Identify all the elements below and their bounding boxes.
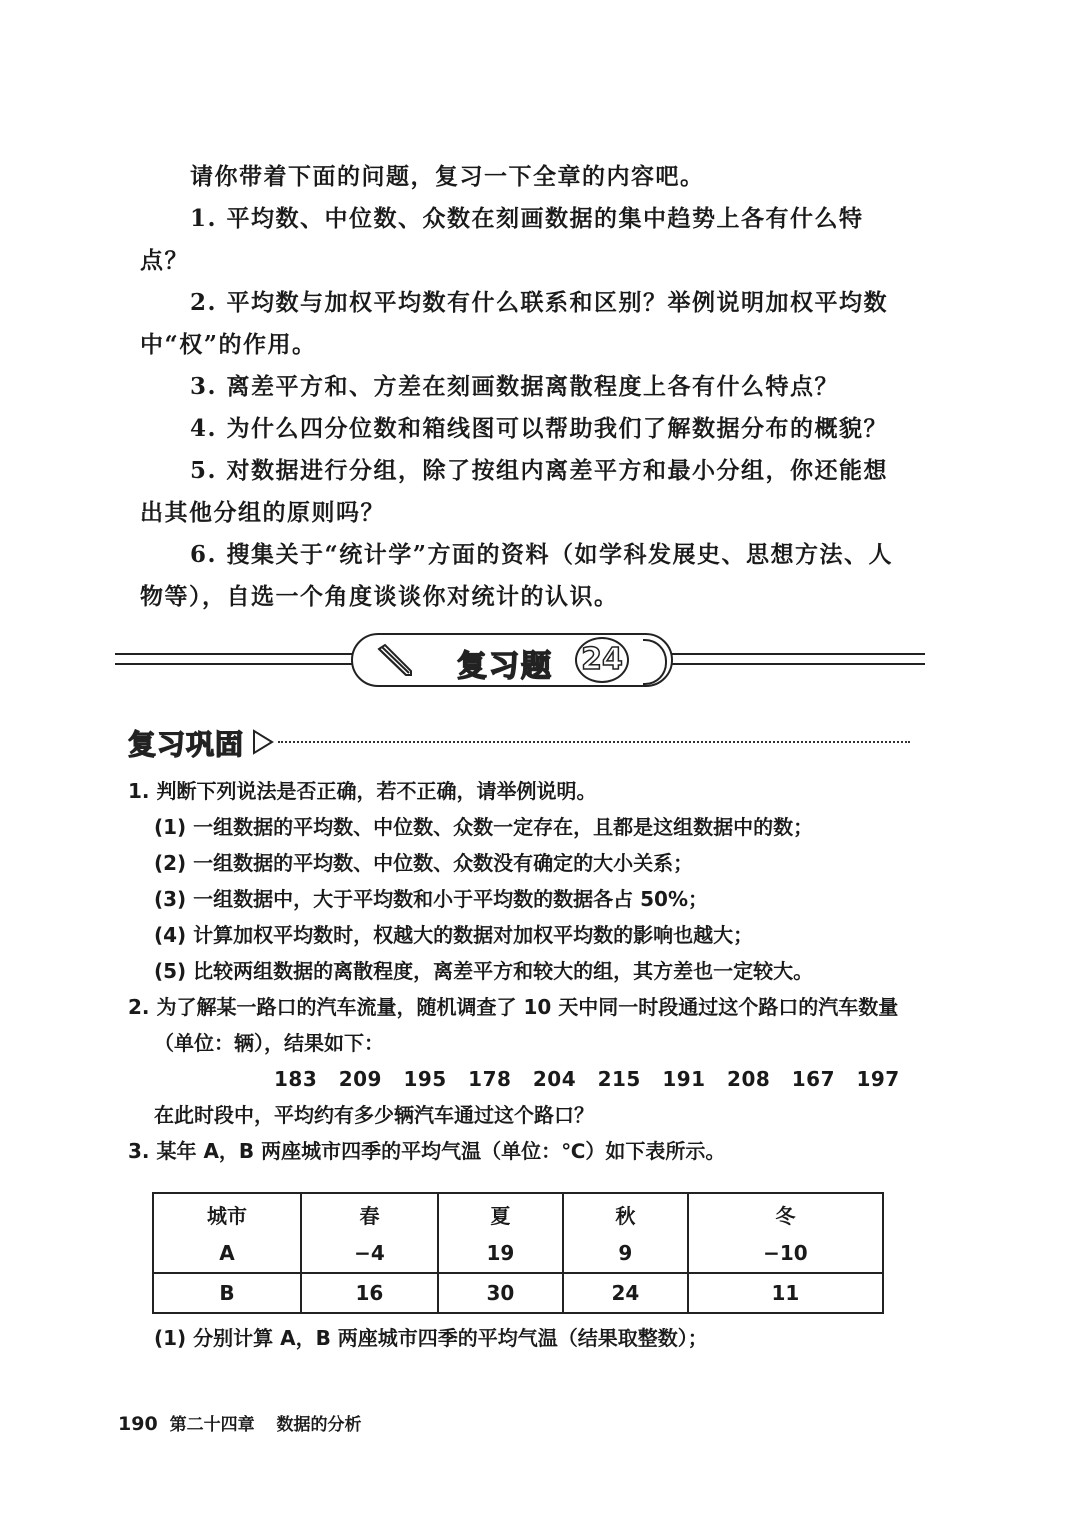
review-question-3: 3. 离差平方和、方差在刻画数据离散程度上各有什么特点？ xyxy=(190,373,840,400)
review-question-1: 1. 平均数、中位数、众数在刻画数据的集中趋势上各有什么特点？ xyxy=(140,205,864,274)
traffic-value: 191 xyxy=(662,1067,706,1091)
pencil-icon xyxy=(371,643,415,681)
section-heading xyxy=(128,723,913,763)
page-footer xyxy=(118,1410,362,1435)
review-question-5: 5. 对数据进行分组，除了按组内离差平方和最小分组，你还能想出其他分组的原则吗？ xyxy=(140,457,889,526)
table-cell: B xyxy=(153,1273,301,1313)
exercise-2-question: 在此时段中，平均约有多少辆汽车通过这个路口？ xyxy=(154,1103,594,1127)
banner-rule-right xyxy=(667,653,925,665)
traffic-value: 204 xyxy=(532,1067,577,1091)
exercise-3-parts xyxy=(128,1320,918,1356)
chapter-title: 数据的分析 xyxy=(276,1415,362,1435)
traffic-value: 197 xyxy=(856,1067,900,1091)
traffic-value: 209 xyxy=(338,1067,382,1091)
table-header-cell: 夏 xyxy=(438,1193,563,1234)
table-row xyxy=(153,1273,883,1313)
banner-rule-left xyxy=(115,653,355,665)
exercise-1-part-4: (4) 计算加权平均数时，权越大的数据对加权平均数的影响也越大； xyxy=(154,923,754,947)
table-header-cell: 秋 xyxy=(563,1193,688,1234)
table-header-row xyxy=(153,1193,883,1234)
banner-pill-cap xyxy=(643,639,667,685)
triangle-arrow-icon xyxy=(252,729,274,759)
traffic-value: 178 xyxy=(468,1067,512,1091)
chapter-review-questions xyxy=(140,156,910,618)
traffic-data-row xyxy=(128,1061,918,1097)
table-cell: −10 xyxy=(688,1234,883,1273)
table-cell: A xyxy=(153,1234,301,1273)
traffic-value: 195 xyxy=(403,1067,447,1091)
exercise-3-part-1: (1) 分别计算 A，B 两座城市四季的平均气温（结果取整数）； xyxy=(154,1326,708,1350)
temperature-table xyxy=(152,1192,884,1314)
exercise-2: 2. 为了解某一路口的汽车流量，随机调查了 10 天中同一时段通过这个路口的汽车数量（单位：辆），结果如下： xyxy=(128,995,899,1055)
chapter-number: 第二十四章 xyxy=(169,1415,255,1435)
exercise-3: 3. 某年 A，B 两座城市四季的平均气温（单位：℃）如下表所示。 xyxy=(128,1139,726,1163)
table-header-cell: 冬 xyxy=(688,1193,883,1234)
review-question-2: 2. 平均数与加权平均数有什么联系和区别？举例说明加权平均数中“权”的作用。 xyxy=(140,289,889,358)
table-cell: 30 xyxy=(438,1273,563,1313)
table-cell: 16 xyxy=(301,1273,438,1313)
exercise-1-part-3: (3) 一组数据中，大于平均数和小于平均数的数据各占 50%； xyxy=(154,887,708,911)
section-dotted-rule xyxy=(278,741,910,743)
exercise-list xyxy=(128,773,918,1169)
table-cell: 9 xyxy=(563,1234,688,1273)
traffic-value: 167 xyxy=(791,1067,835,1091)
review-question-6: 6. 搜集关于“统计学”方面的资料（如学科发展史、思想方法、人物等），自选一个角度谈谈你对统计的认识。 xyxy=(140,541,893,610)
table-header-cell: 春 xyxy=(301,1193,438,1234)
traffic-value: 183 xyxy=(274,1067,318,1091)
page-number: 190 xyxy=(118,1413,158,1435)
table-cell: −4 xyxy=(301,1234,438,1273)
banner-number: 24 xyxy=(575,637,629,683)
table-header-cell: 城市 xyxy=(153,1193,301,1234)
table-row xyxy=(153,1234,883,1273)
exercise-1-part-2: (2) 一组数据的平均数、中位数、众数没有确定的大小关系； xyxy=(154,851,694,875)
review-exercises-banner xyxy=(115,625,925,695)
exercise-1-part-5: (5) 比较两组数据的离散程度，离差平方和较大的组，其方差也一定较大。 xyxy=(154,959,814,983)
table-cell: 19 xyxy=(438,1234,563,1273)
table-cell: 11 xyxy=(688,1273,883,1313)
traffic-value: 208 xyxy=(727,1067,771,1091)
banner-title: 复习题 xyxy=(457,649,553,684)
section-label: 复习巩固 xyxy=(128,728,245,761)
exercise-1: 1. 判断下列说法是否正确，若不正确，请举例说明。 xyxy=(128,779,597,803)
exercise-1-part-1: (1) 一组数据的平均数、中位数、众数一定存在，且都是这组数据中的数； xyxy=(154,815,814,839)
review-intro: 请你带着下面的问题，复习一下全章的内容吧。 xyxy=(190,163,705,190)
banner-pill xyxy=(351,633,673,687)
review-question-4: 4. 为什么四分位数和箱线图可以帮助我们了解数据分布的概貌？ xyxy=(190,415,889,442)
table-cell: 24 xyxy=(563,1273,688,1313)
traffic-value: 215 xyxy=(597,1067,641,1091)
